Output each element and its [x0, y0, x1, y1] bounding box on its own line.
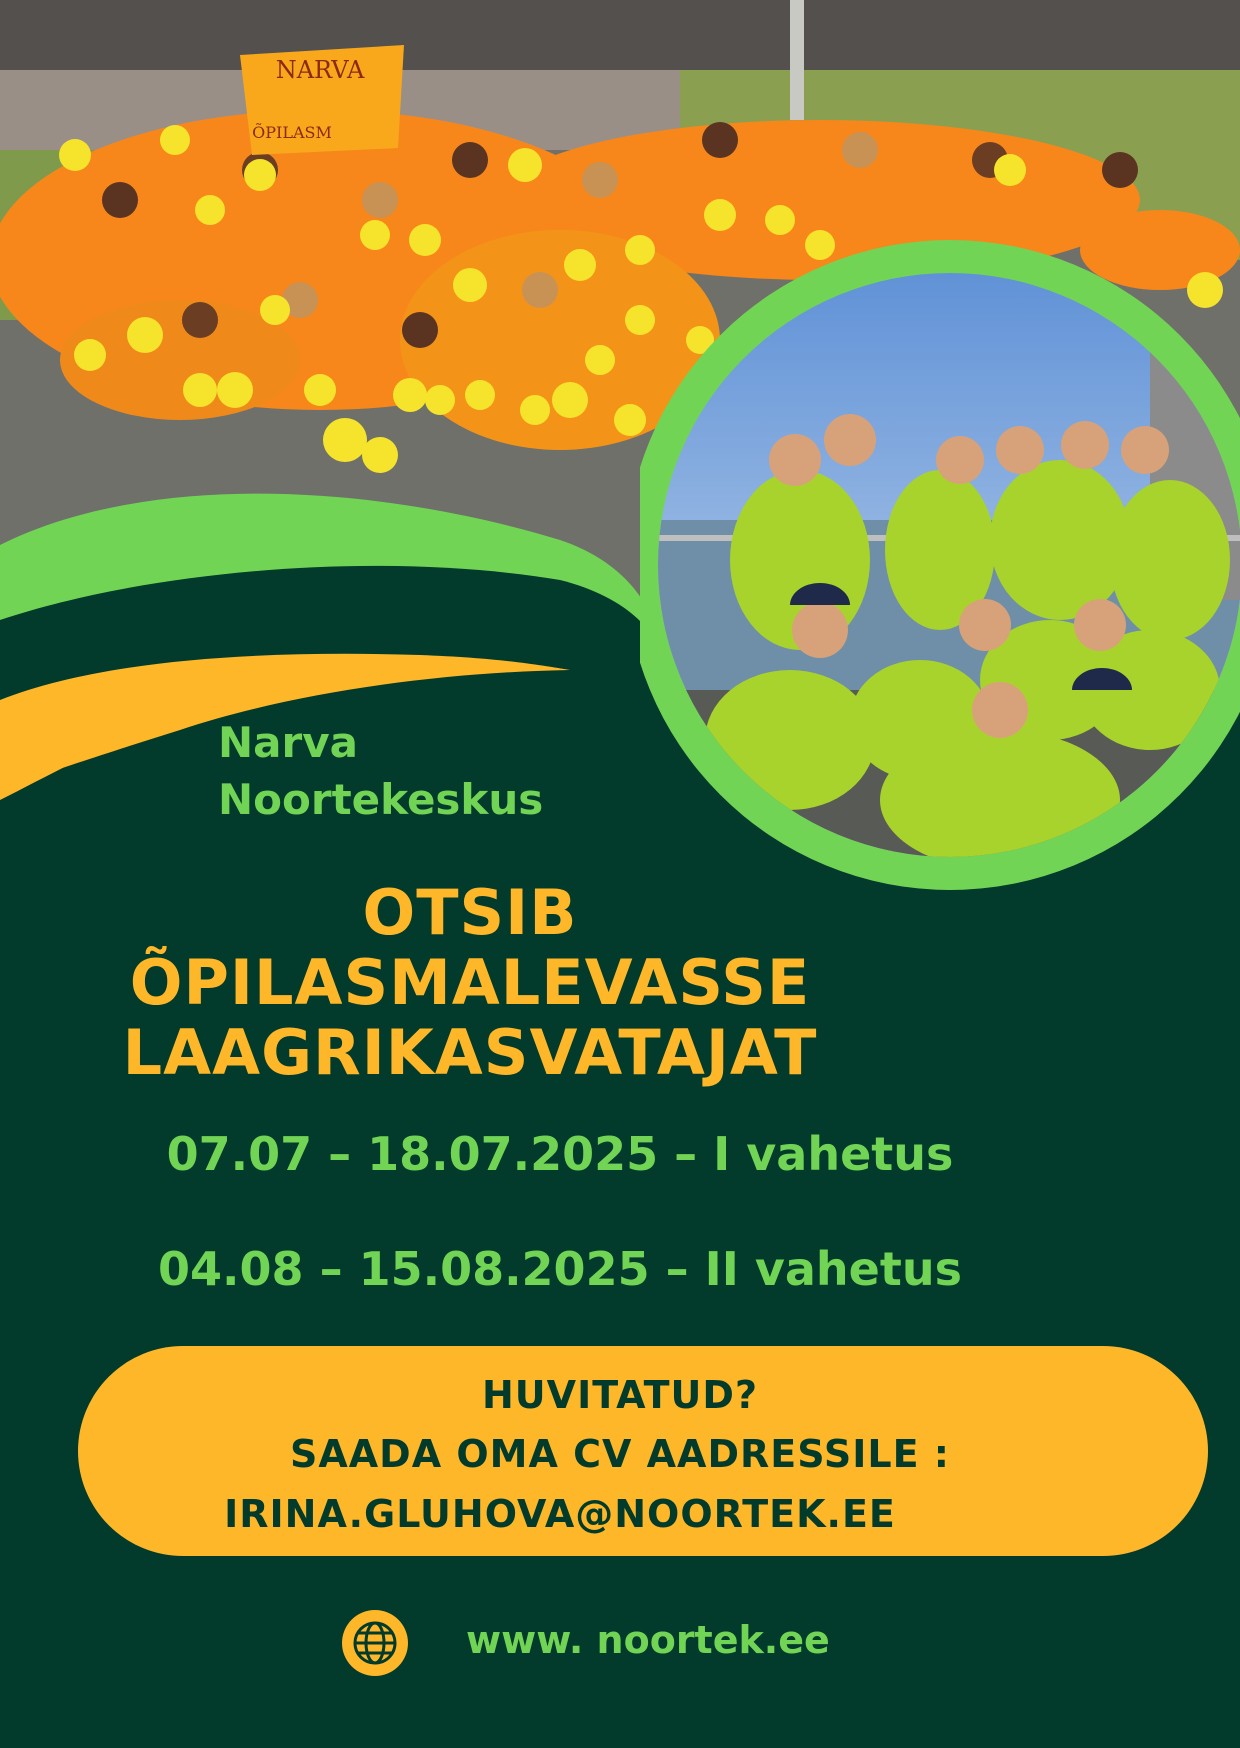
- cta-instruction: SAADA OMA CV AADRESSILE :: [290, 1432, 950, 1476]
- org-name-line1: Narva: [218, 718, 358, 767]
- globe-icon: [342, 1610, 408, 1676]
- cta-question: HUVITATUD?: [482, 1373, 758, 1417]
- shift-1-dates: 07.07 – 18.07.2025 – I vahetus: [166, 1127, 954, 1181]
- headline-line2: ÕPILASMALEVASSE: [129, 946, 811, 1019]
- banner-text-line2: ÕPILASM: [252, 123, 332, 142]
- headline-line3: LAAGRIKASVATAJAT: [122, 1016, 818, 1089]
- headline-line1: OTSIB: [362, 876, 578, 949]
- circle-group-photo: [640, 230, 1240, 930]
- org-name-line2: Noortekeskus: [218, 775, 544, 824]
- website-link[interactable]: www. noortek.ee: [466, 1618, 830, 1662]
- contact-email-link[interactable]: IRINA.GLUHOVA@NOORTEK.EE: [224, 1492, 896, 1536]
- shift-2-dates: 04.08 – 15.08.2025 – II vahetus: [158, 1242, 962, 1296]
- banner-text-line1: NARVA: [275, 56, 365, 84]
